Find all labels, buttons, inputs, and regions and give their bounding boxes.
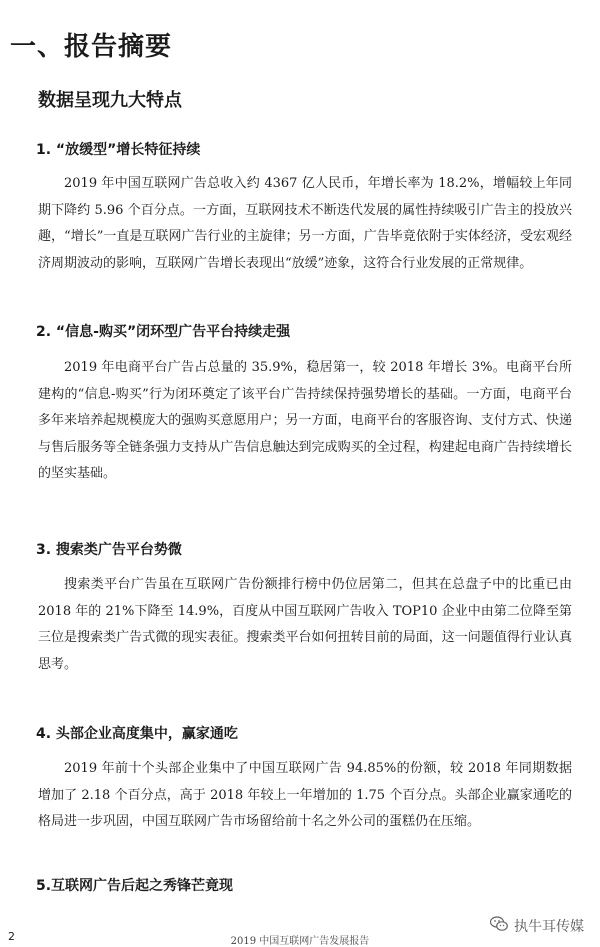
watermark bbox=[490, 916, 584, 936]
section-2-paragraph: 2019 年电商平台广告占总量的 35.9%，稳居第一，较 2018 年增长 3%。电商平台所建构的“信息-购买”行为闭环奠定了该平台广告持续保持强势增长的基础。一方面，电商平台多年来培养起规模庞大的强购买意愿用户；另一方面，电商平台的客服咨询、支付方式、快递与售后服务等全链条强力支持从广告信息触达到完成购买的全过程，构建起电商广告持续增长的坚实基础。 bbox=[38, 360, 572, 481]
page-number: 2 bbox=[8, 930, 15, 943]
footer-report-title: 2019 中国互联网广告发展报告 bbox=[230, 936, 370, 947]
section-3-paragraph: 搜索类平台广告虽在互联网广告份额排行榜中仍位居第二，但其在总盘子中的比重已由 2018 年的 21%下降至 14.9%，百度从中国互联网广告收入 TOP10 企业中由第二位降至第三位是搜索类广告式微的现实表征。搜索类平台如何扭转目前的局面，这一问题值得行业认真思考。 bbox=[38, 577, 572, 672]
page-footer bbox=[0, 916, 600, 947]
section-1-title: 1. “放缓型”增长特征持续 bbox=[36, 142, 201, 158]
section-3-title: 3. 搜索类广告平台势微 bbox=[36, 542, 182, 558]
watermark-text: 执牛耳传媒 bbox=[514, 919, 584, 935]
section-5-title: 5.互联网广告后起之秀锋芒竟现 bbox=[36, 878, 234, 894]
wechat-icon bbox=[490, 916, 508, 936]
section-4-paragraph: 2019 年前十个头部企业集中了中国互联网广告 94.85%的份额，较 2018 年同期数据增加了 2.18 个百分点，高于 2018 年较上一年增加的 1.75 个百分点。头部企业赢家通吃的格局进一步巩固，中国互联网广告市场留给前十名之外公司的蛋糕仍在压缩。 bbox=[38, 761, 572, 829]
section-4-title: 4. 头部企业高度集中，赢家通吃 bbox=[36, 726, 238, 742]
page-heading: 一、报告摘要 bbox=[10, 32, 173, 62]
section-1-paragraph: 2019 年中国互联网广告总收入约 4367 亿人民币，年增长率为 18.2%，增幅较上年同期下降约 5.96 个百分点。一方面，互联网技术不断迭代发展的属性持续吸引广告主的投放兴趣，“增长”一直是互联网广告行业的主旋律；另一方面，广告毕竟依附于实体经济，受宏观经济周期波动的影响，互联网广告增长表现出“放缓”迹象，这符合行业发展的正常规律。 bbox=[38, 176, 572, 271]
section-2-title: 2. “信息-购买”闭环型广告平台持续走强 bbox=[36, 324, 291, 340]
subtitle: 数据呈现九大特点 bbox=[38, 90, 182, 111]
